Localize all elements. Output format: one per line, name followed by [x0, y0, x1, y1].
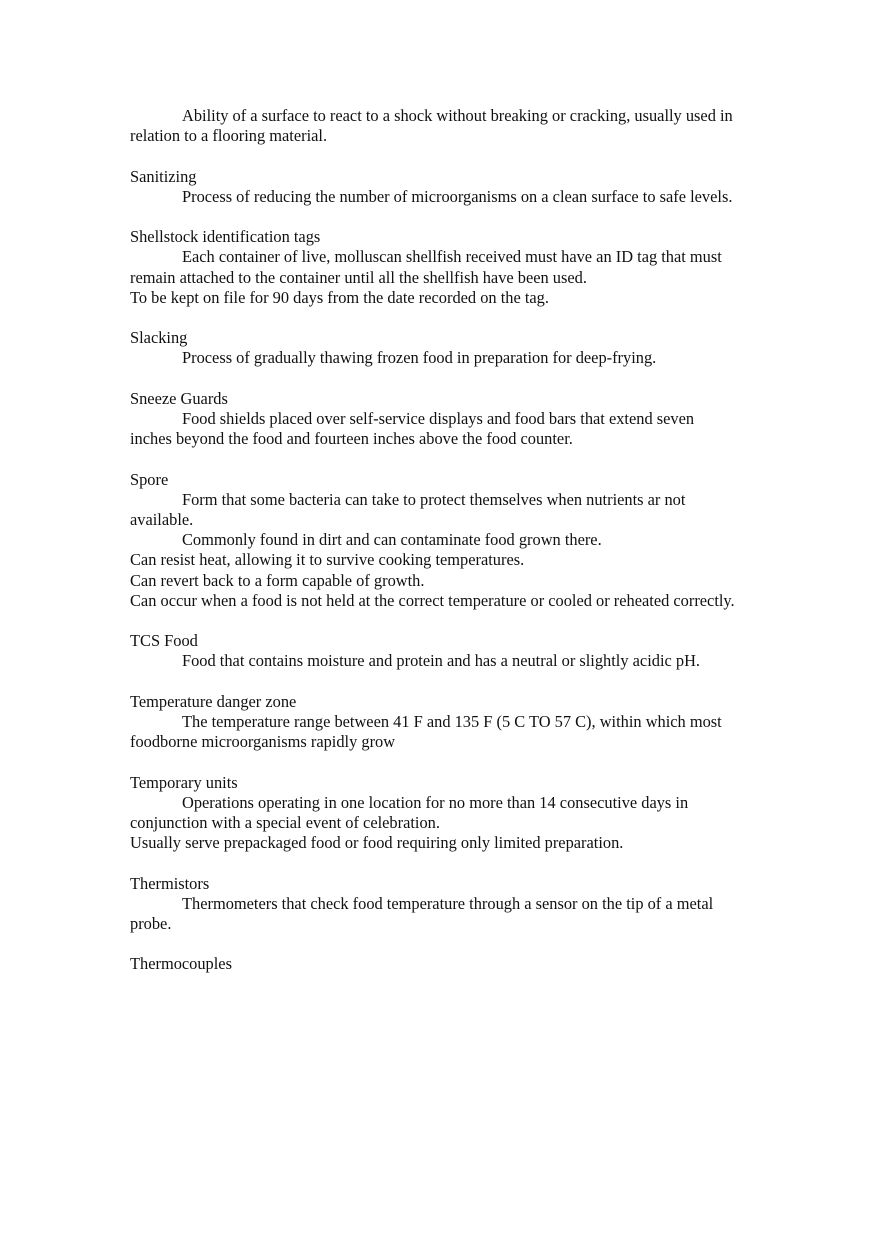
glossary-definition: Process of gradually thawing frozen food in preparation for deep-frying.: [182, 348, 657, 368]
glossary-definition: Ability of a surface to react to a shock without breaking or cracking, usually used in relation to a flooring material.: [130, 106, 733, 146]
glossary-definition: Operations operating in one location for no more than 14 consecutive days in conjunction with a special event of celebration.: [130, 792, 689, 832]
glossary-definition: To be kept on file for 90 days from the date recorded on the tag.: [130, 287, 549, 307]
glossary-entry: [130, 167, 740, 207]
glossary-term: Temperature danger zone: [130, 691, 297, 711]
glossary-definition: Commonly found in dirt and can contaminate food grown there.: [182, 530, 602, 550]
glossary-body: [130, 106, 740, 995]
glossary-definition: Form that some bacteria can take to protect themselves when nutrients ar not available.: [130, 489, 686, 529]
glossary-entry: [130, 631, 740, 671]
glossary-term: Shellstock identification tags: [130, 227, 321, 247]
glossary-term: Temporary units: [130, 772, 238, 792]
glossary-entry: [130, 954, 740, 974]
glossary-definition: Thermometers that check food temperature through a sensor on the tip of a metal probe.: [130, 893, 714, 933]
glossary-entry: [130, 773, 740, 854]
glossary-entry: [130, 470, 740, 611]
glossary-definition: Can revert back to a form capable of growth.: [130, 570, 425, 590]
glossary-term: Spore: [130, 469, 169, 489]
glossary-entry: [130, 106, 740, 146]
glossary-entry: [130, 227, 740, 308]
glossary-definition: Usually serve prepackaged food or food requiring only limited preparation.: [130, 833, 624, 853]
glossary-term: Sneeze Guards: [130, 388, 228, 408]
glossary-entry: [130, 389, 740, 450]
glossary-definition: Each container of live, molluscan shellfish received must have an ID tag that must remain attached to the container until all the shellfish have been used.: [130, 247, 722, 287]
glossary-entry: [130, 692, 740, 753]
glossary-term: Slacking: [130, 328, 188, 348]
glossary-definition: Can resist heat, allowing it to survive cooking temperatures.: [130, 550, 525, 570]
glossary-entry: [130, 328, 740, 368]
glossary-definition: Food that contains moisture and protein and has a neutral or slightly acidic pH.: [182, 651, 701, 671]
glossary-entry: [130, 874, 740, 935]
glossary-term: Thermistors: [130, 873, 210, 893]
glossary-definition: The temperature range between 41 F and 135 F (5 C TO 57 C), within which most foodborne microorganisms rapidly grow: [130, 711, 722, 752]
glossary-definition: Can occur when a food is not held at the correct temperature or cooled or reheated correctly.: [130, 590, 735, 610]
glossary-definition: Food shields placed over self-service displays and food bars that extend seven inches beyond the food and fourteen inches above the food counter.: [130, 408, 695, 449]
glossary-definition: Process of reducing the number of microorganisms on a clean surface to safe levels.: [182, 186, 733, 206]
glossary-term: Sanitizing: [130, 166, 197, 186]
glossary-term: Thermocouples: [130, 954, 232, 974]
glossary-term: TCS Food: [130, 631, 198, 651]
